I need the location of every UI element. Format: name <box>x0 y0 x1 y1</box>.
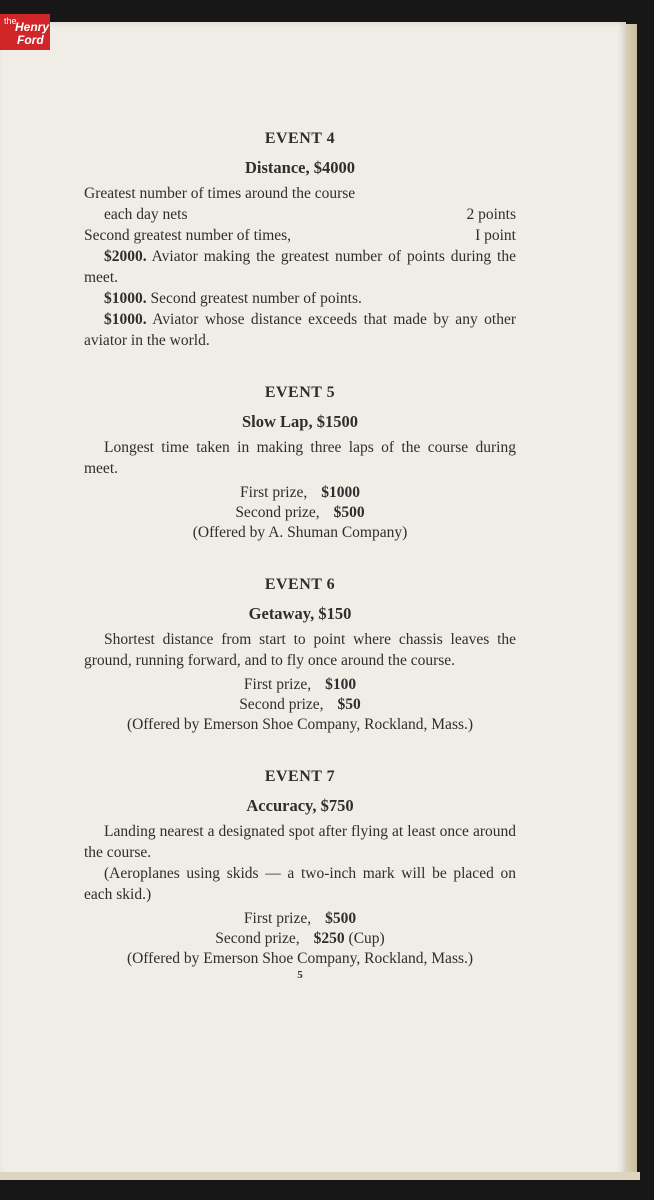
event-7-first-prize <box>84 909 516 929</box>
event-4-line2-text: each day nets <box>104 206 188 223</box>
event-5-offered: (Offered by A. Shuman Company) <box>192 524 408 541</box>
event-4-prize-3-amount: $1000. <box>104 311 147 328</box>
event-5-second-value: $500 <box>333 504 365 521</box>
event-5-label: EVENT 5 <box>264 384 336 401</box>
event-5-second-label: Second prize, <box>235 504 320 521</box>
event-7-second-value: $250 <box>313 930 345 947</box>
event-6-title: Getaway, $150 <box>248 604 352 623</box>
event-4-line2-value: 2 points <box>466 206 516 223</box>
event-6-first-value: $100 <box>325 676 357 693</box>
event-4-prize-2-amount: $1000. <box>104 290 147 307</box>
event-4-prize-2 <box>84 288 516 309</box>
page-bottom-edge <box>0 1172 640 1180</box>
event-7-title: Accuracy, $750 <box>246 796 354 815</box>
event-4-prize-3 <box>84 309 516 351</box>
event-7-note: (Aeroplanes using skids — a two-inch mark will be placed on each skid.) <box>84 865 516 903</box>
page-content <box>84 125 516 981</box>
logo-henry: Henry <box>15 20 50 34</box>
event-6-section <box>84 571 516 735</box>
event-4-line3-value: I point <box>475 227 516 244</box>
event-7-section <box>84 763 516 969</box>
event-7-first-value: $500 <box>325 910 357 927</box>
event-6-second-label: Second prize, <box>239 696 324 713</box>
event-5-first-prize <box>84 483 516 503</box>
event-4-prize-1-text: Aviator making the greatest number of points during the meet. <box>84 248 516 286</box>
page-number: 5 <box>297 969 303 981</box>
event-7-second-prize <box>84 929 516 949</box>
event-7-description: Landing nearest a designated spot after flying at least once around the course. <box>84 823 516 861</box>
event-6-first-prize <box>84 675 516 695</box>
event-6-first-label: First prize, <box>243 676 312 693</box>
event-4-points-row-2 <box>84 225 516 246</box>
event-5-first-value: $1000 <box>321 484 360 501</box>
event-5-second-prize <box>84 503 516 523</box>
event-4-prize-3-text: Aviator whose distance exceeds that made by any other aviator in the world. <box>84 311 516 349</box>
logo-the: the <box>4 16 17 26</box>
event-4-label: EVENT 4 <box>264 130 336 147</box>
logo-ford: Ford <box>17 33 44 47</box>
event-4-points-row-1 <box>84 204 516 225</box>
event-6-second-value: $50 <box>337 696 361 713</box>
event-6-description: Shortest distance from start to point where chassis leaves the ground, running forward, and to fly once around the course. <box>84 631 516 669</box>
event-7-second-extra: (Cup) <box>344 930 385 947</box>
event-4-line3-text: Second greatest number of times, <box>84 227 292 244</box>
spacer <box>84 543 516 571</box>
event-4-prize-1-amount: $2000. <box>104 248 147 265</box>
event-5-description: Longest time taken in making three laps of the course during meet. <box>84 439 516 477</box>
event-4-line1: Greatest number of times around the course <box>84 185 356 202</box>
event-6-second-prize <box>84 695 516 715</box>
event-7-second-label: Second prize, <box>215 930 300 947</box>
henry-ford-logo <box>0 14 50 50</box>
event-6-offered: (Offered by Emerson Shoe Company, Rockland, Mass.) <box>126 716 474 733</box>
event-4-prize-2-text: Second greatest number of points. <box>146 290 362 307</box>
event-4-prize-1 <box>84 246 516 288</box>
event-4-title: Distance, $4000 <box>245 158 355 177</box>
event-7-offered: (Offered by Emerson Shoe Company, Rockland, Mass.) <box>126 950 474 967</box>
spacer <box>84 351 516 379</box>
spacer <box>84 735 516 763</box>
event-6-label: EVENT 6 <box>264 576 336 593</box>
event-5-title: Slow Lap, $1500 <box>242 412 358 431</box>
event-7-label: EVENT 7 <box>264 768 336 785</box>
event-4-section <box>84 125 516 351</box>
event-7-first-label: First prize, <box>243 910 312 927</box>
event-5-section <box>84 379 516 543</box>
event-5-first-label: First prize, <box>240 484 308 501</box>
